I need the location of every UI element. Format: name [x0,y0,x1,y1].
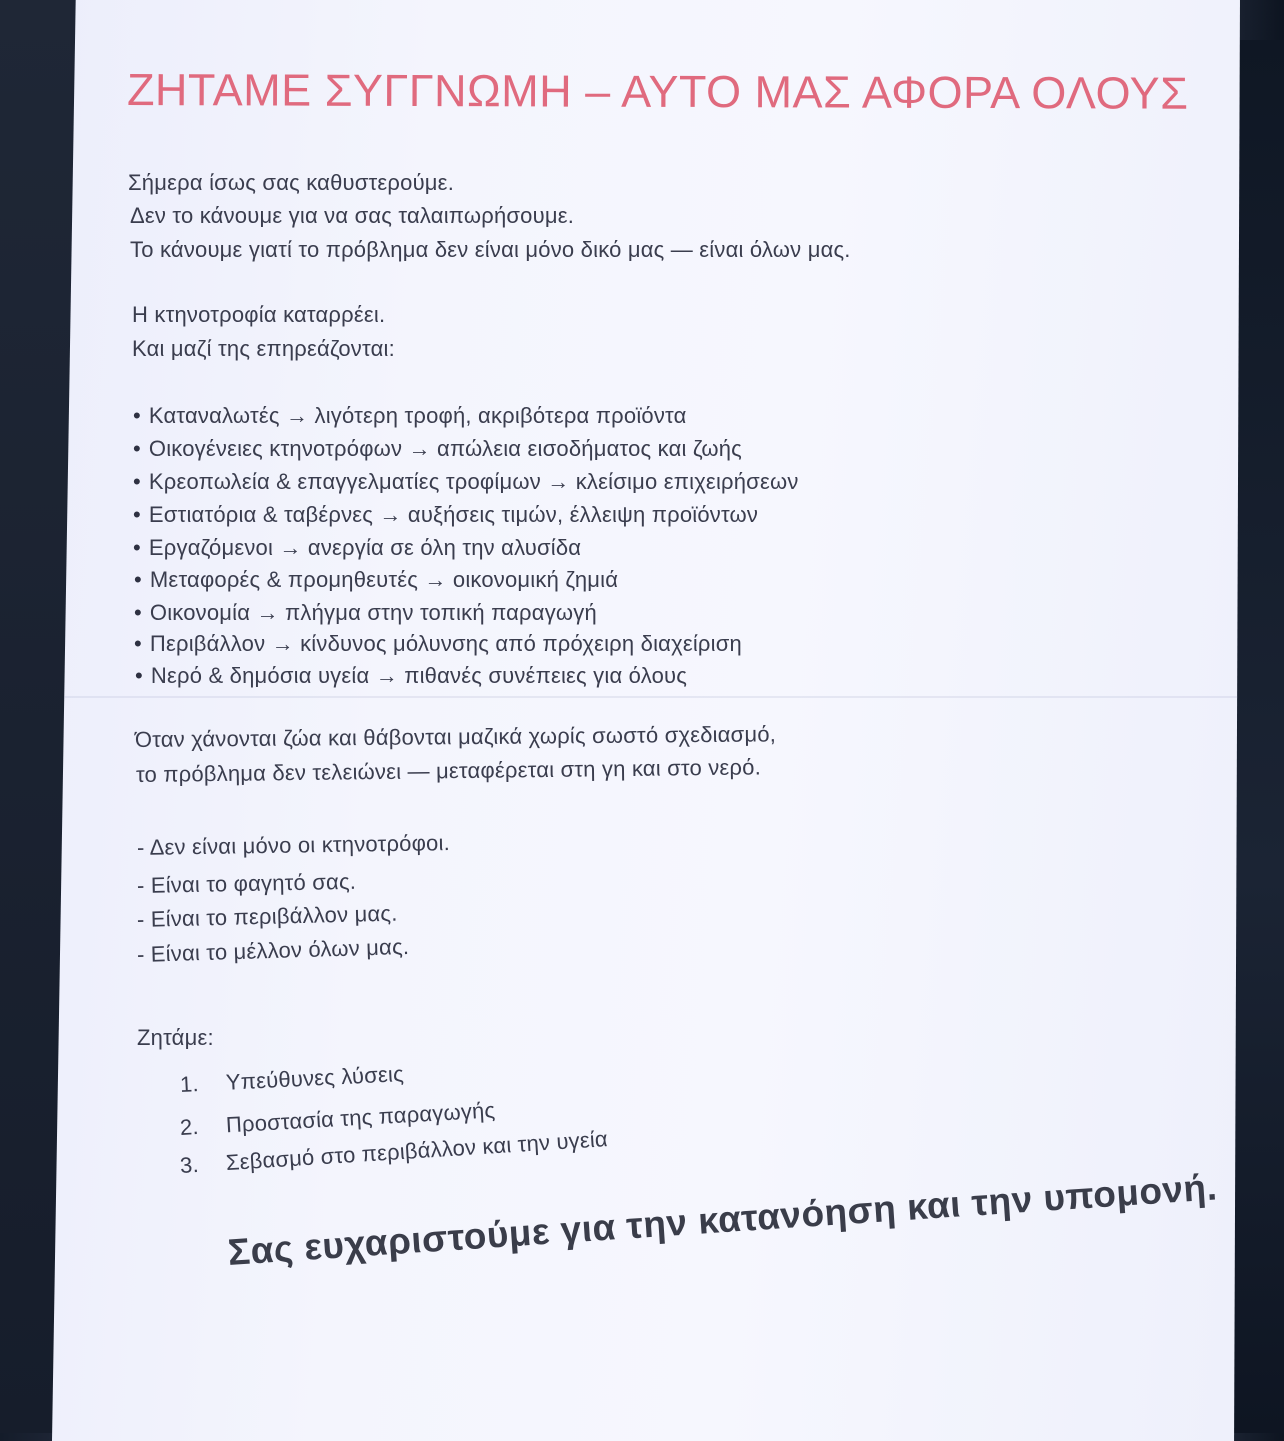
intro-line-3: Το κάνουμε γιατί το πρόβλημα δεν είναι μόνο δικό μας — είναι όλων μας. [130,237,851,262]
impact-item [133,535,581,561]
bullet-icon: • [133,469,141,494]
impact-item [133,436,742,462]
impact-item [134,631,742,657]
demand-number: 1. [179,1071,200,1097]
consequence-line-1: Όταν χάνονται ζώα και θάβονται μαζικά χωρίς σωστό σχεδιασμό, [134,721,777,752]
impact-text: Περιβάλλον → κίνδυνος μόλυνσης από πρόχειρη διαχείριση [149,631,742,656]
impact-text: Οικογένειες κτηνοτρόφων → απώλεια εισοδήματος και ζωής [148,436,742,461]
closing-thanks: Σας ευχαριστούμε για την κατανόηση και την υπομονή. [226,1166,1219,1273]
demand-text: Υπεύθυνες λύσεις [225,1061,405,1095]
bullet-icon: • [135,663,143,688]
impact-item [134,600,597,626]
bullet-icon: • [133,535,141,560]
demand-text: Προστασία της παραγωγής [225,1097,496,1138]
impact-item [133,403,687,429]
intro-line-1: Σήμερα ίσως σας καθυστερούμε. [128,170,455,195]
page-title: ΖΗΤΑΜΕ ΣΥΓΓΝΩΜΗ – ΑΥΤΟ ΜΑΣ ΑΦΟΡΑ ΟΛΟΥΣ [126,64,1189,119]
consequence-line-2: το πρόβλημα δεν τελειώνει — μεταφέρεται στη γη και στο νερό. [135,754,762,787]
impact-text: Εστιατόρια & ταβέρνες → αυξήσεις τιμών, έλλειψη προϊόντων [148,502,759,527]
collapse-line-2: Και μαζί της επηρεάζονται: [132,336,395,361]
demand-number: 3. [179,1151,200,1178]
bullet-icon: • [134,631,142,656]
impact-text: Εργαζόμενοι → ανεργία σε όλη την αλυσίδα [148,535,582,560]
bullet-icon: • [134,600,142,625]
collapse-line-1: Η κτηνοτροφία καταρρέει. [132,302,386,327]
impact-item [134,567,618,593]
impact-text: Οικονομία → πλήγμα στην τοπική παραγωγή [149,600,597,625]
dash-item: - Είναι το περιβάλλον μας. [136,900,398,932]
dash-item: - Είναι το φαγητό σας. [136,868,357,898]
demands-label: Ζητάμε: [137,1025,214,1050]
impact-text: Μεταφορές & προμηθευτές → οικονομική ζημιά [149,567,619,592]
bullet-icon: • [134,567,142,592]
impact-text: Κρεοπωλεία & επαγγελματίες τροφίμων → κλείσιμο επιχειρήσεων [148,469,799,494]
impact-text: Νερό & δημόσια υγεία → πιθανές συνέπειες για όλους [150,663,688,688]
impact-item [133,502,758,528]
dash-item: - Δεν είναι μόνο οι κτηνοτρόφοι. [136,830,451,860]
impact-item [135,663,687,689]
bullet-icon: • [133,436,141,461]
paper-fold-line [52,696,1240,698]
impact-text: Καταναλωτές → λιγότερη τροφή, ακριβότερα προϊόντα [148,403,687,428]
dash-item: - Είναι το μέλλον όλων μας. [136,933,410,967]
bullet-icon: • [133,403,141,428]
intro-line-2: Δεν το κάνουμε για να σας ταλαιπωρήσουμε. [130,203,575,228]
bullet-icon: • [133,502,141,527]
demand-text: Σεβασμό στο περιβάλλον και την υγεία [225,1126,609,1176]
impact-item [133,469,799,495]
demand-number: 2. [179,1113,200,1140]
